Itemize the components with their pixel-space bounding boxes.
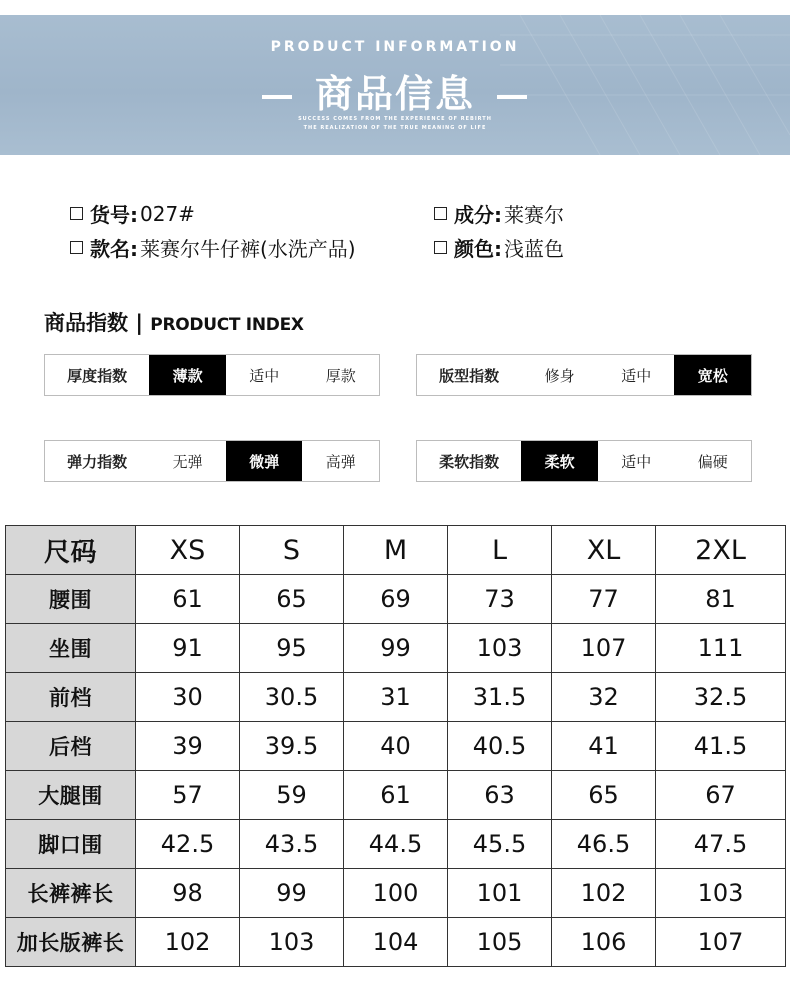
table-cell: 30.5 [240,673,344,722]
table-cell: 102 [136,918,240,967]
info-style-name [70,233,356,262]
table-cell: 63 [448,771,552,820]
table-cell: 104 [344,918,448,967]
index-name: 柔软指数 [439,452,500,471]
info-value: 莱赛尔牛仔裤(水洗产品) [140,237,356,261]
table-cell: 107 [552,624,656,673]
index-elasticity [44,440,380,482]
banner-tagline-1: SUCCESS COMES FROM THE EXPERIENCE OF REBIRTH [298,116,492,122]
info-value: 莱赛尔 [504,203,564,227]
size-col-header: L [448,526,552,575]
index-option: 适中 [621,366,652,385]
table-cell: 103 [448,624,552,673]
size-col-header: XL [552,526,656,575]
info-material [434,199,564,228]
row-header: 大腿围 [6,771,136,820]
banner-title-en: PRODUCT INFORMATION [270,39,520,55]
checkbox-icon [434,241,447,254]
table-row [6,869,786,918]
table-cell: 61 [344,771,448,820]
table-cell: 99 [344,624,448,673]
row-header: 后档 [6,722,136,771]
product-index-title-cn: 商品指数 [44,311,128,335]
size-corner: 尺码 [6,526,136,575]
table-cell: 61 [136,575,240,624]
table-row [6,918,786,967]
table-row [6,673,786,722]
index-thickness [44,354,380,396]
table-cell: 40 [344,722,448,771]
table-cell: 40.5 [448,722,552,771]
index-option: 柔软 [521,441,598,481]
title-separator: | [135,311,143,335]
banner-dash-right [497,95,527,99]
table-cell: 111 [656,624,786,673]
table-row [6,722,786,771]
table-cell: 32.5 [656,673,786,722]
banner-title-cn: 商品信息 [314,72,475,116]
info-label: 货号: [90,203,138,227]
banner-tagline-2: THE REALIZATION OF THE TRUE MEANING OF LIFE [303,125,487,131]
index-softness [416,440,752,482]
table-cell: 43.5 [240,820,344,869]
table-cell: 32 [552,673,656,722]
info-color [434,233,564,262]
table-cell: 59 [240,771,344,820]
row-header: 腰围 [6,575,136,624]
size-col-header: 2XL [656,526,786,575]
table-row [6,575,786,624]
product-index-title-en: PRODUCT INDEX [150,315,304,335]
index-name: 弹力指数 [67,452,128,471]
header-banner [0,15,790,155]
table-cell: 31.5 [448,673,552,722]
info-value: 027# [140,201,195,226]
table-cell: 91 [136,624,240,673]
table-cell: 69 [344,575,448,624]
table-row [6,624,786,673]
checkbox-icon [434,207,447,220]
table-cell: 103 [656,869,786,918]
index-option: 无弹 [172,452,203,471]
table-cell: 47.5 [656,820,786,869]
size-col-header: XS [136,526,240,575]
table-cell: 95 [240,624,344,673]
info-label: 颜色: [454,237,502,261]
info-item-no [70,199,195,228]
table-cell: 103 [240,918,344,967]
index-fit [416,354,752,396]
table-cell: 67 [656,771,786,820]
info-label: 款名: [90,237,138,261]
table-cell: 106 [552,918,656,967]
table-cell: 73 [448,575,552,624]
table-row [6,771,786,820]
table-cell: 45.5 [448,820,552,869]
table-cell: 57 [136,771,240,820]
info-label: 成分: [454,203,502,227]
table-cell: 46.5 [552,820,656,869]
index-option: 宽松 [674,355,751,395]
row-header: 长裤裤长 [6,869,136,918]
row-header: 加长版裤长 [6,918,136,967]
table-cell: 81 [656,575,786,624]
table-cell: 31 [344,673,448,722]
table-cell: 65 [240,575,344,624]
index-option: 修身 [544,366,575,385]
index-option: 偏硬 [697,452,728,471]
table-cell: 101 [448,869,552,918]
table-cell: 77 [552,575,656,624]
index-option: 高弹 [325,452,356,471]
index-name: 厚度指数 [67,366,128,385]
table-cell: 39.5 [240,722,344,771]
size-header-row [6,526,786,575]
row-header: 脚口围 [6,820,136,869]
product-index-title [44,307,304,337]
info-value: 浅蓝色 [504,237,564,261]
index-name: 版型指数 [439,366,500,385]
table-row [6,820,786,869]
size-table [5,525,786,967]
table-cell: 30 [136,673,240,722]
index-option: 适中 [621,452,652,471]
table-cell: 102 [552,869,656,918]
index-option: 厚款 [325,366,356,385]
index-option: 微弹 [226,441,303,481]
table-cell: 105 [448,918,552,967]
table-cell: 41 [552,722,656,771]
table-cell: 39 [136,722,240,771]
row-header: 坐围 [6,624,136,673]
index-option: 薄款 [149,355,226,395]
size-col-header: M [344,526,448,575]
table-cell: 98 [136,869,240,918]
row-header: 前档 [6,673,136,722]
size-col-header: S [240,526,344,575]
index-option: 适中 [249,366,280,385]
table-cell: 99 [240,869,344,918]
table-cell: 44.5 [344,820,448,869]
checkbox-icon [70,241,83,254]
table-cell: 41.5 [656,722,786,771]
table-cell: 42.5 [136,820,240,869]
checkbox-icon [70,207,83,220]
table-cell: 107 [656,918,786,967]
table-cell: 65 [552,771,656,820]
table-cell: 100 [344,869,448,918]
